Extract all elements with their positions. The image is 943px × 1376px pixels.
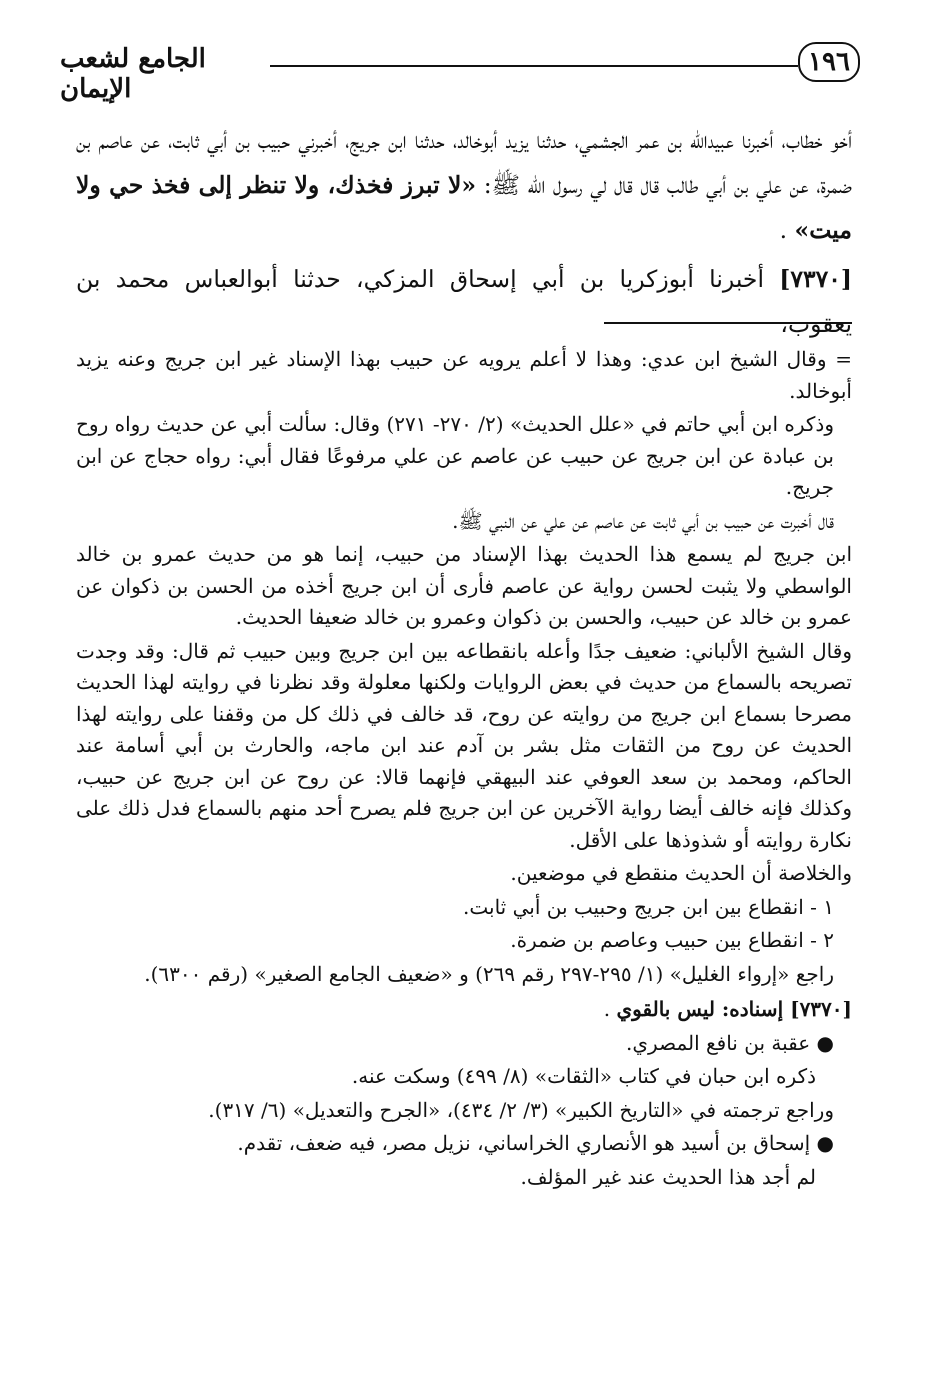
footnotes <box>76 344 852 1195</box>
footnote-paragraph: = وقال الشيخ ابن عدي: وهذا لا أعلم يرويه عن حبيب بهذا الإسناد غير ابن جريج وعنه يزيد أبوخالد. <box>76 347 852 403</box>
header-rule <box>270 65 798 67</box>
narrator-note: لم أجد هذا الحديث عند غير المؤلف. <box>520 1164 816 1189</box>
narrator-bullet: ● عقبة بن نافع المصري. <box>626 1030 834 1055</box>
book-title: الجامع لشعب الإيمان <box>60 44 206 104</box>
footnote-separator <box>604 322 852 324</box>
narrator-note: ذكره ابن حبان في كتاب «الثقات» (٨/ ٤٩٩) وسكت عنه. <box>351 1064 816 1088</box>
footnote-paragraph: وقال الشيخ الألباني: ضعيف جدًا وأعله بانقطاعه بين ابن جريج وبين حبيب ثم قال: وقد وجدت تصريحه بالسماع من حديث في بعض الروايات ولكنها معلولة وقد نظرنا في روايته لهذا الحديث مصرحا بسماع ابن جريج من روايته عن روح، قد خالف في ذلك كل من وقفنا على روايته لهذا الحديث عن روح من الثقات مثل بشر بن آدم عند ابن ماجه، والحارث بن أبي أسامة عند الحاكم، ومحمد بن سعد العوفي عند البيهقي فإنهما قالا: عن روح عن ابن جريج عن حبيب، وكذلك فإنه خالف أيضا رواية الآخرين عن ابن جريج فلم يصرح أحد منهم بالسماع فدل ذلك على نكارة روايته أو شذوذها على الأقل. <box>76 638 853 852</box>
page-number: ١٩٦ <box>798 42 860 82</box>
quote-end: . <box>779 216 795 244</box>
footnote-paragraph: راجع «إرواء الغليل» (١/ ٢٩٥-٢٩٧ رقم ٢٦٩) و «ضعيف الجامع الصغير» (رقم ٦٣٠٠). <box>144 961 834 986</box>
hadith-number: [٧٣٧٠] <box>779 265 852 293</box>
prophetic-quote: «لا تبرز فخذك، ولا تنظر إلى فخذ حي ولا ميت» <box>76 171 852 244</box>
isnad-number: [٧٣٧٠] <box>790 997 852 1021</box>
page-header <box>60 38 860 104</box>
footnote-list-item: ٢ - انقطاع بين حبيب وعاصم بن ضمرة. <box>510 928 834 952</box>
footnote-list-item: ١ - انقطاع بين ابن جريج وحبيب بن أبي ثابت. <box>463 894 834 919</box>
hadith-entry <box>76 257 852 347</box>
isnad-end: . <box>603 997 617 1021</box>
main-paragraph <box>76 118 852 253</box>
footnote-paragraph: وذكره ابن أبي حاتم في «علل الحديث» (٢/ ٢٧٠- ٢٧١) وقال: سألت أبي عن حديث رواه روح بن عبادة عن ابن جريج عن حبيب عن عاصم عن علي مرفوعًا فقال أبي: رواه حجاج عن ابن جريج. <box>76 412 834 499</box>
hadith-text: أخبرنا أبوزكريا بن أبي إسحاق المزكي، حدثنا أبوالعباس محمد بن يعقوب، <box>76 265 852 338</box>
main-text <box>76 118 852 347</box>
footnote-paragraph: قال أخبرت عن حبيب بن أبي ثابت عن عاصم عن علي عن النبي ﷺ. <box>452 508 834 533</box>
narrator-bullet: ● إسحاق بن أسيد هو الأنصاري الخراساني، نزيل مصر، فيه ضعف، تقدم. <box>237 1131 834 1155</box>
isnad-grading <box>76 994 852 1026</box>
footnote-paragraph: والخلاصة أن الحديث منقطع في موضعين. <box>510 861 852 885</box>
footnote-paragraph: ابن جريج لم يسمع هذا الحديث بهذا الإسناد من حبيب، إنما هو من حديث عمرو بن خالد الواسطي ولا يثبت لحسن رواية عن عاصم فأرى أن ابن جريج أخذه من الحسن بن ذكوان عن عمرو بن خالد عن حبيب، والحسن بن ذكوان وعمرو بن خالد ضعيفا الحديث. <box>76 542 852 629</box>
narrator-note: وراجع ترجمته في «التاريخ الكبير» (٣/ ٢/ ٤٣٤)، «الجرح والتعديل» (٦/ ٣١٧). <box>208 1097 834 1122</box>
isnad-label: إسناده: ليس بالقوي <box>616 997 791 1021</box>
main-paragraph-text: أخو خطاب، أخبرنا عبيدالله بن عمر الجشمي، حدثنا يزيد أبوخالد، حدثنا ابن جريج، أخبرني حبيب بن أبي ثابت، عن عاصم بن ضمرة، عن علي بن أبي طالب قال قال لي رسول الله ﷺ: <box>76 126 852 199</box>
